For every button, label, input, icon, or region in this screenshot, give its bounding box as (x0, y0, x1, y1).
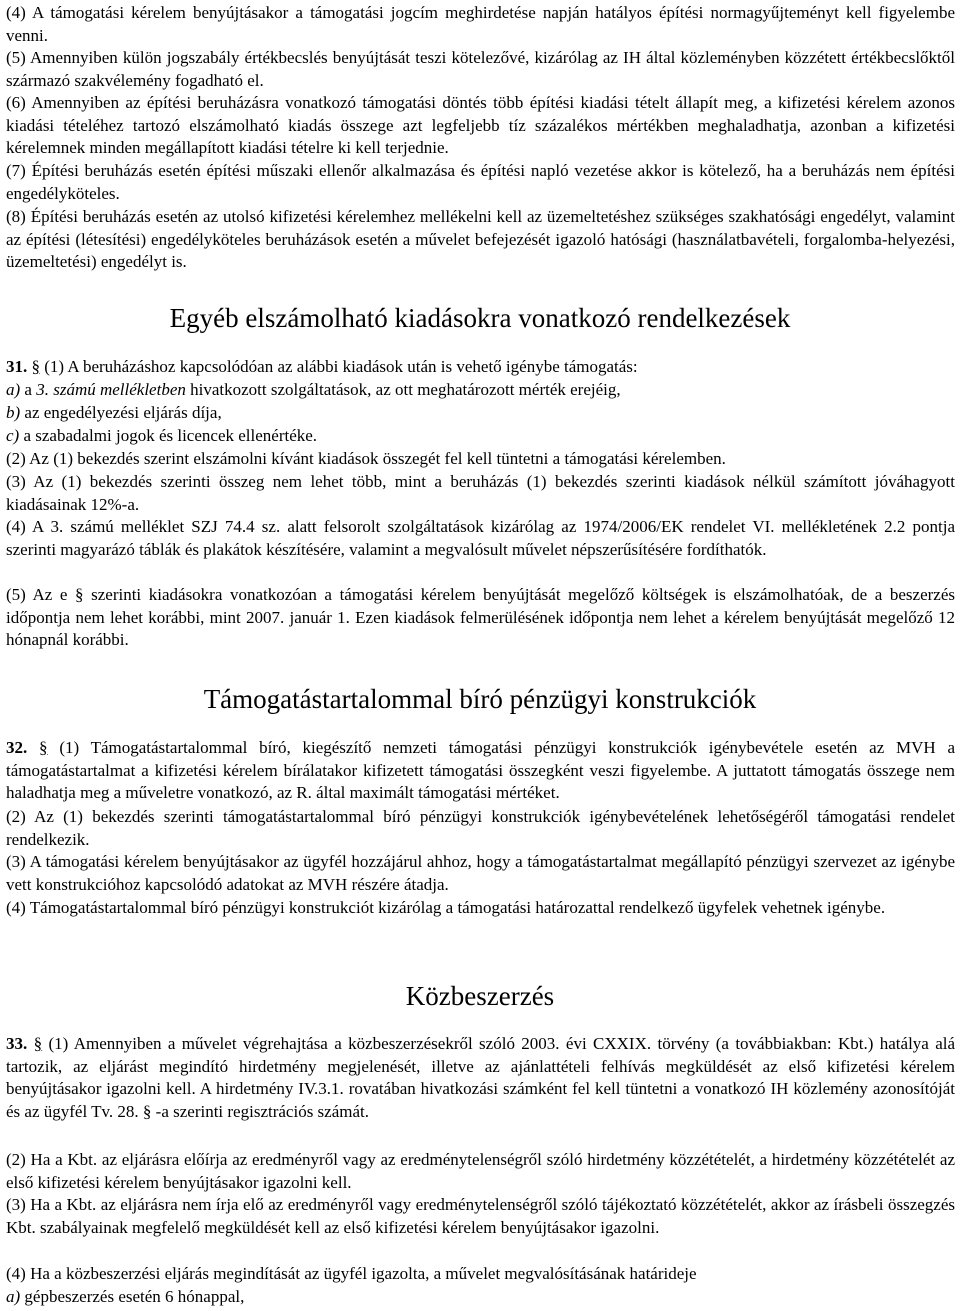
paragraph-4: (4) A támogatási kérelem benyújtásakor a támogatási jogcím meghirdetése napján hatályos építési normagyűjteményt kell figyelembe venni. (6, 3, 955, 45)
section-33-paragraph-3: (3) Ha a Kbt. az eljárásra nem írja elő az eredményről vagy eredménytelenségről szóló tájékoztató közzétételét, akkor az írásbeli összegzés Kbt. szabályainak megfelelő megküldését kell az első kifizetési kérelem benyújtásakor igazolni. (6, 1195, 955, 1237)
list-text: hivatkozott szolgáltatások, az ott meghatározott mérték erejéig, (190, 380, 621, 399)
list-text: gépbeszerzés esetén 6 hónappal, (24, 1287, 245, 1306)
section-33-paragraph-1 (6, 1033, 955, 1123)
section-sign: § (31, 357, 40, 376)
section-32-paragraph-1 (6, 737, 955, 805)
section-31-paragraph-5: (5) Az e § szerinti kiadásokra vonatkozóan a támogatási kérelem benyújtását megelőző költségek is elszámolhatóak, de a beszerzés időpontja nem lehet korábbi, mint 2007. január 1. Ezen kiadások felmerülésének időpontja nem lehet a kérelem benyújtását megelőző 12 hónapnál korábbi. (6, 585, 955, 649)
section-31-paragraph-1 (6, 356, 955, 379)
paragraph-8: (8) Építési beruházás esetén az utolsó kifizetési kérelemhez mellékelni kell az üzemeltetéshez szükséges szakhatósági engedélyt, valamint az építési (létesítési) engedélyköteles beruházások esetén a művelet befejezését igazoló hatósági (használatbavételi, forgalomba-helyezési, üzemeltetési) engedélyt is. (6, 207, 955, 271)
section-31-paragraph-3: (3) Az (1) bekezdés szerinti összeg nem lehet több, mint a beruházás (1) bekezdés szerinti kiadások nélkül számított jóváhagyott kiadásainak 12%-a. (6, 472, 955, 514)
list-label: c) (6, 426, 20, 445)
section-number: 31. (6, 357, 28, 376)
section-32-paragraph-4: (4) Támogatástartalommal bíró pénzügyi konstrukciót kizárólag a támogatási határozattal rendelkező ügyfelek vehetnek igénybe. (6, 898, 886, 917)
section-sign: § (39, 738, 48, 757)
list-text: az engedélyezési eljárás díja, (24, 403, 222, 422)
paragraph-7: (7) Építési beruházás esetén építési műszaki ellenőr alkalmazása és építési napló vezetése akkor is kötelező, ha a beruházás nem építési engedélyköteles. (6, 161, 955, 203)
list-item-a (6, 1286, 244, 1309)
section-heading-other-costs: Egyéb elszámolható kiadásokra vonatkozó rendelkezések (169, 303, 791, 333)
paragraph-text: (1) Amennyiben a művelet végrehajtása a közbeszerzésekről szóló 2003. évi CXXIX. törvény (a továbbiakban: Kbt.) hatálya alá tartozik, az eljárást megindító hirdetmény megjelenését, illetve az ajánlattételi felhívás megküldését az első kifizetési kérelem benyújtásakor igazolni kell. A hirdetmény IV.3.1. rovatában hivatkozási számként fel kell tüntetni a vonatkozó IH közlemény azonosítóját és az ügyfél Tv. 28. § -a szerinti regisztrációs számát. (6, 1034, 956, 1121)
list-item-a (6, 379, 621, 402)
paragraph-6: (6) Amennyiben az építési beruházásra vonatkozó támogatási döntés több építési kiadási tételt állapít meg, a kifizetési kérelem azonos kiadási tételéhez tartozó elszámolható kiadás összege azt legfeljebb tíz százalékos mértékben meghaladhatja, azonban a kifizetési kérelemnek minden megállapított kiadási tételre ki kell terjednie. (6, 93, 955, 157)
section-31-paragraph-2: (2) Az (1) bekezdés szerint elszámolni kívánt kiadások összegét fel kell tüntetni a támogatási kérelemben. (6, 449, 726, 468)
list-label: b) (6, 403, 21, 422)
paragraph-text: (1) Támogatástartalommal bíró, kiegészítő nemzeti támogatási pénzügyi konstrukciók igénybevétele esetén az MVH a támogatástartalmat a kifizetési kérelem bírálatakor kifizetett támogatási összegként veszi figyelembe. A juttatott támogatás összege nem haladhatja meg a műveletre vonatkozó, az R. által maximált támogatási mértéket. (6, 738, 956, 802)
list-item-c (6, 425, 317, 448)
list-label: a) (6, 380, 21, 399)
list-text: a (24, 380, 32, 399)
section-31-paragraph-4: (4) A 3. számú melléklet SZJ 74.4 sz. alatt felsorolt szolgáltatások kizárólag az 1974/2006/EK rendelet VI. mellékletének 2.2 pontja szerinti magyarázó táblák és plakátok készítésére, valamint a megvalósult művelet népszerűsítésére fordíthatók. (6, 517, 955, 559)
section-sign: § (33, 1034, 43, 1053)
section-number: 32. (6, 738, 28, 757)
section-heading-financial-constructs: Támogatástartalommal bíró pénzügyi konstrukciók (203, 684, 757, 714)
list-item-b (6, 402, 222, 425)
section-33-paragraph-2: (2) Ha a Kbt. az eljárásra előírja az eredményről vagy az eredménytelenségről szóló hirdetmény közzétételét, a hirdetmény közzétételét az első kifizetési kérelem benyújtásakor igazolni kell. (6, 1150, 955, 1192)
section-32-paragraph-3: (3) A támogatási kérelem benyújtásakor az ügyfél hozzájárul ahhoz, hogy a támogatástartalmat megállapító pénzügyi szervezet az igénybe vett konstrukcióhoz kapcsolódó adatokat az MVH részére átadja. (6, 852, 955, 894)
paragraph-text: (1) A beruházáshoz kapcsolódóan az alábbi kiadások után is vehető igénybe támogatás: (44, 357, 638, 376)
list-text: a szabadalmi jogok és licencek ellenértéke. (23, 426, 318, 445)
paragraph-5: (5) Amennyiben külön jogszabály értékbecslés benyújtását teszi kötelezővé, kizárólag az IH által közleményben közzétett értékbecslőktől származó szakvélemény fogadható el. (6, 48, 955, 90)
section-number: 33. (6, 1034, 28, 1053)
list-label: a) (6, 1287, 21, 1306)
section-33-paragraph-4: (4) Ha a közbeszerzési eljárás megindítását az ügyfél igazolta, a művelet megvalósításának határideje (6, 1264, 697, 1283)
section-heading-public-procurement: Közbeszerzés (405, 981, 555, 1011)
section-32-paragraph-2: (2) Az (1) bekezdés szerinti támogatástartalommal bíró pénzügyi konstrukciók igénybevételének lehetőségéről támogatási rendelet rendelkezik. (6, 807, 955, 849)
annex-reference: 3. számú mellékletben (36, 380, 186, 399)
